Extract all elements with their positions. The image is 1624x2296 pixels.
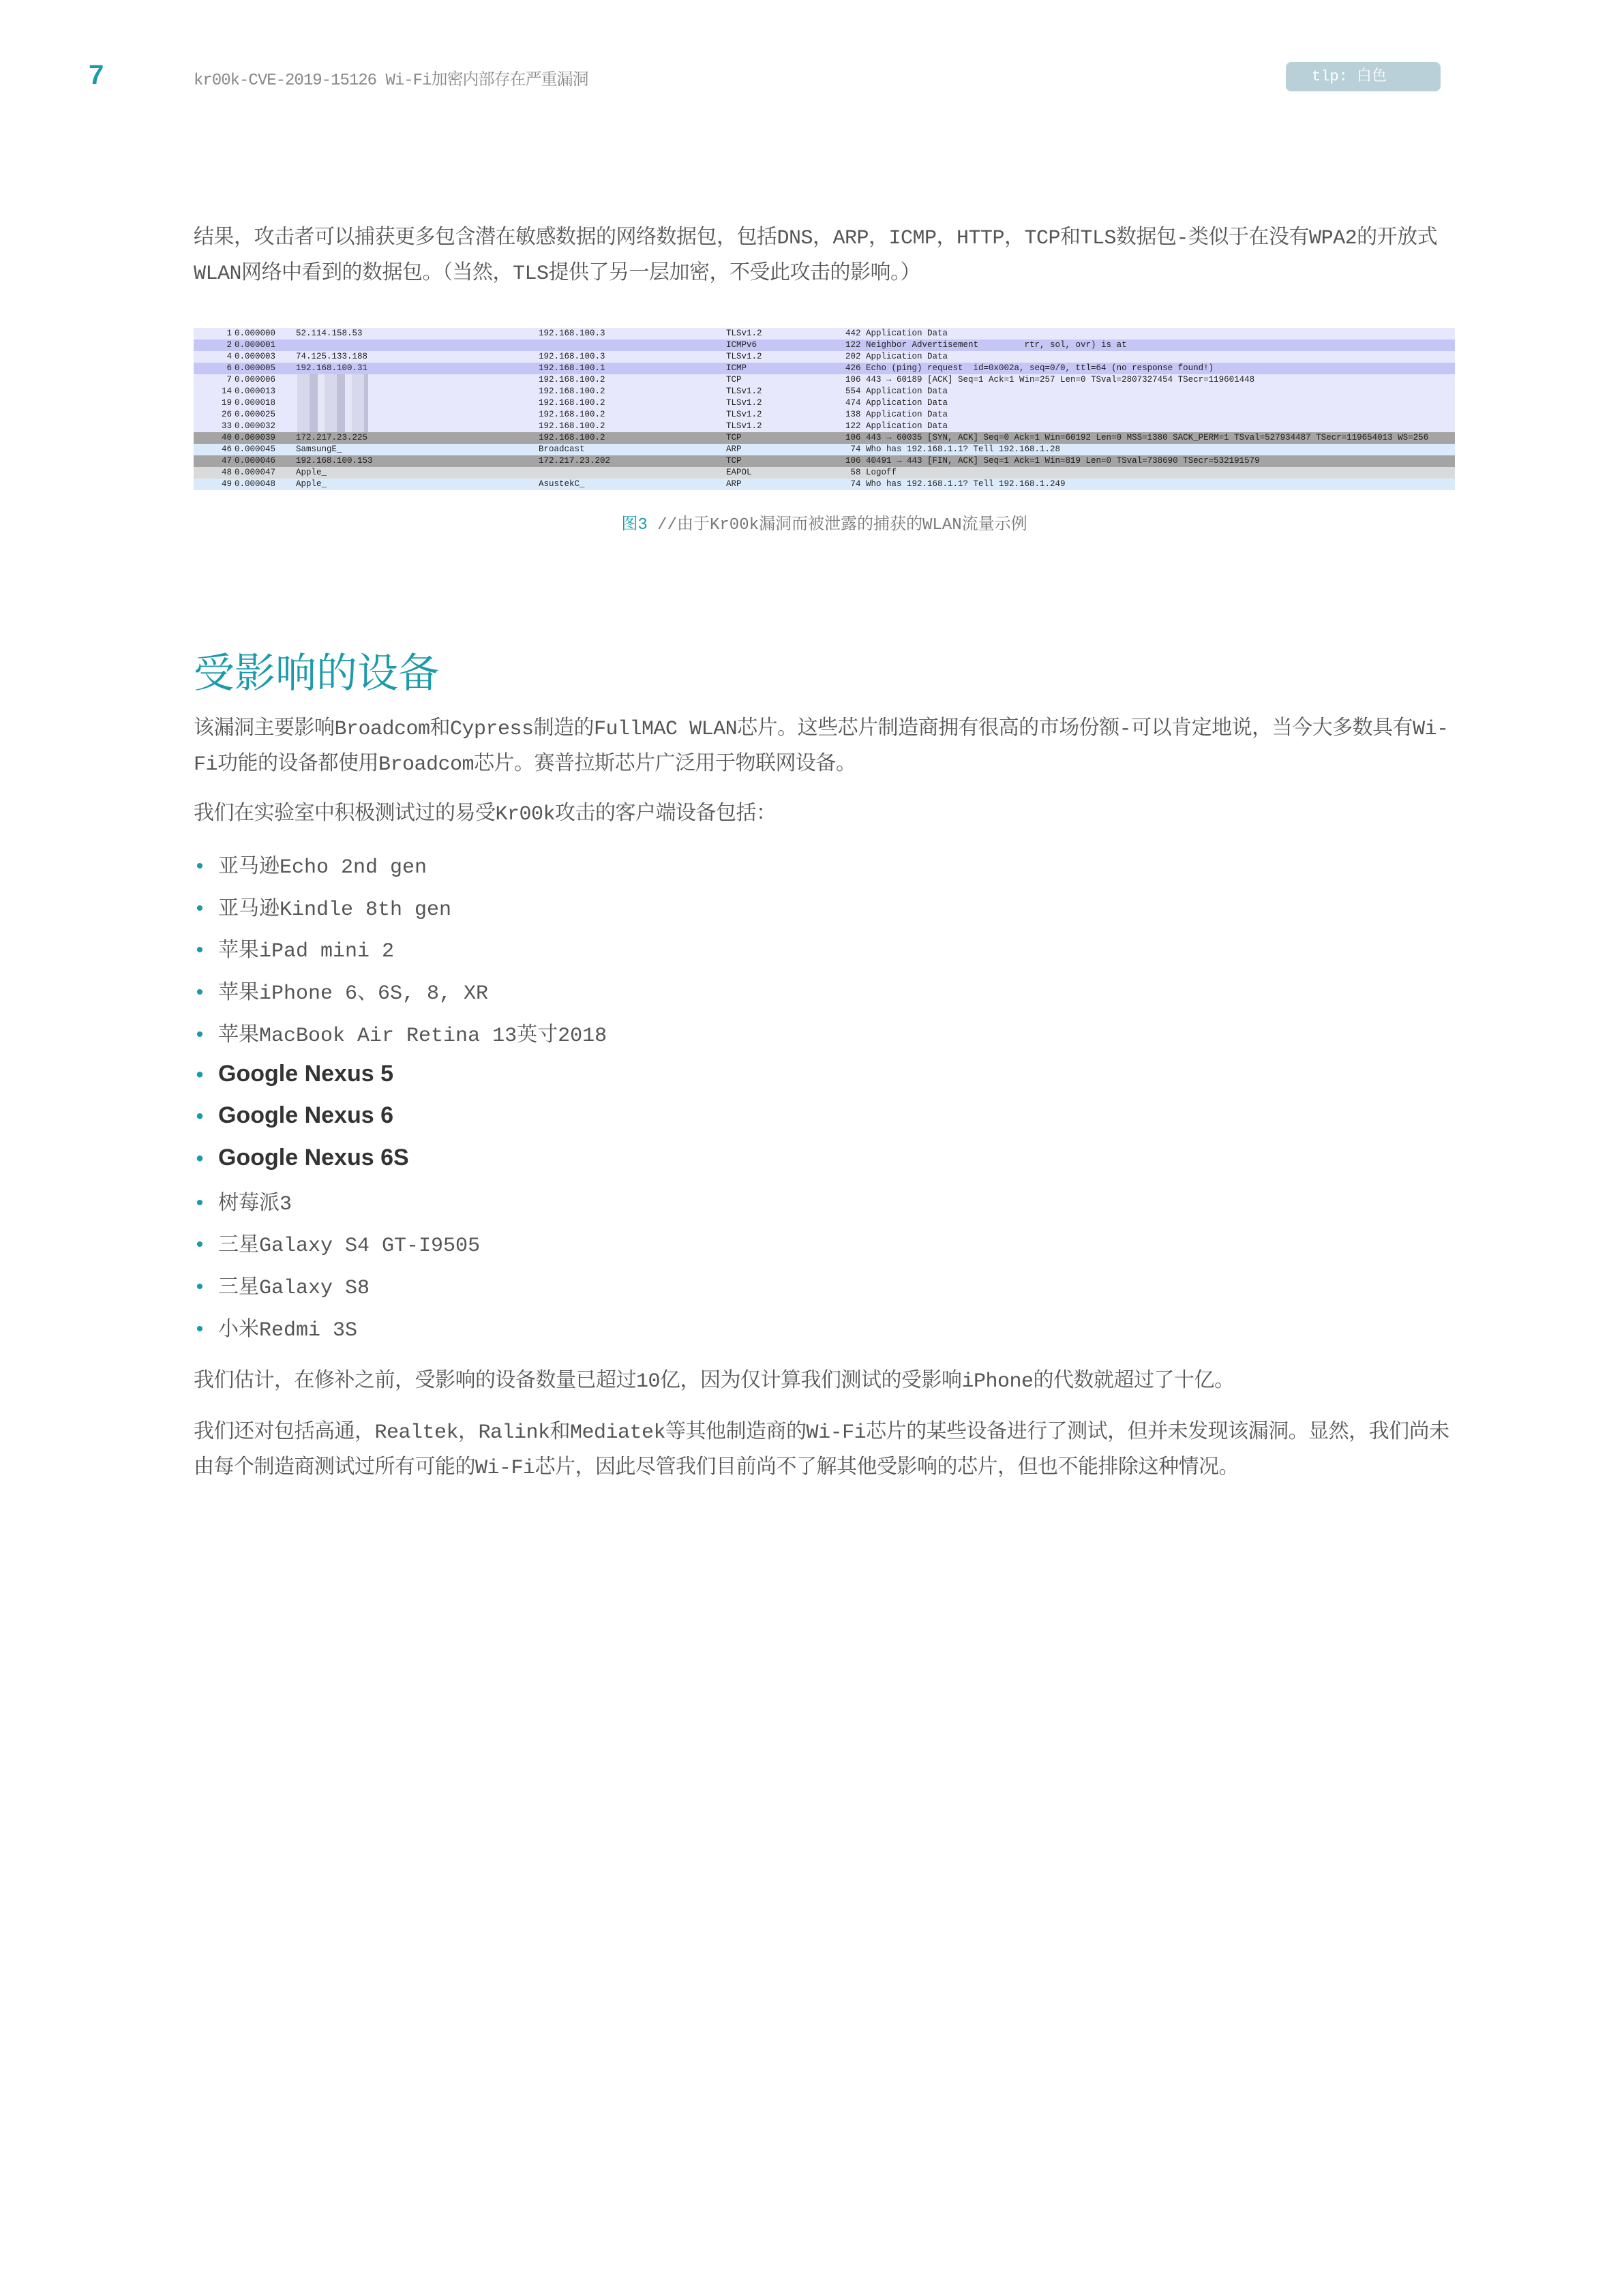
section-title: 受影响的设备 (194, 650, 439, 697)
packet-row (194, 479, 1455, 490)
packet-time: 0.000048 (235, 479, 276, 489)
packet-dst: 192.168.100.2 (539, 421, 605, 431)
packet-dst: 192.168.100.3 (539, 352, 605, 361)
bullet-icon: • (194, 1235, 207, 1258)
packet-info: 58 Logoff (845, 468, 897, 477)
packet-info: 122 Neighbor Advertisement rtr, sol, ovr) is at (845, 340, 1127, 350)
device-list-item (194, 934, 394, 969)
packet-dst: 192.168.100.2 (539, 387, 605, 396)
packet-time: 0.000039 (235, 433, 276, 442)
packet-src: 172.217.23.225 (296, 433, 368, 442)
packet-time: 0.000025 (235, 410, 276, 419)
packet-dst: 192.168.100.2 (539, 433, 605, 442)
packet-dst: 192.168.100.2 (539, 375, 605, 384)
packet-row (194, 432, 1455, 444)
packet-dst: 172.217.23.202 (539, 456, 611, 466)
packet-info: 106 40491 → 443 [FIN, ACK] Seq=1 Ack=1 Win=819 Len=0 TSval=738690 TSecr=532191579 (845, 456, 1260, 466)
bullet-icon: • (194, 1318, 207, 1342)
device-list-item (194, 1271, 370, 1306)
bullet-icon: • (194, 1064, 207, 1088)
packet-row (194, 409, 1455, 421)
packet-time: 0.000018 (235, 398, 276, 408)
device-list-item (194, 892, 451, 928)
packet-row (194, 397, 1455, 409)
packet-no: 33 (221, 421, 232, 431)
packet-time: 0.000003 (235, 352, 276, 361)
packet-src: 52.114.158.53 (296, 329, 363, 338)
packet-row (194, 339, 1455, 351)
packet-info: 106 443 → 60035 [SYN, ACK] Seq=0 Ack=1 Win=60192 Len=0 MSS=1380 SACK_PERM=1 TSval=527934487 TSecr=119654013 WS=256 (845, 433, 1429, 442)
bullet-icon: • (194, 982, 207, 1006)
bullet-icon: • (194, 940, 207, 964)
packet-info: 426 Echo (ping) request id=0x002a, seq=0/0, ttl=64 (no response found!) (845, 363, 1214, 373)
packet-src: 192.168.100.31 (296, 363, 368, 373)
packet-no: 26 (221, 410, 232, 419)
device-name: 树莓派3 (218, 1192, 292, 1216)
device-name: 苹果iPad mini 2 (218, 940, 395, 964)
device-list-item (194, 1061, 393, 1088)
packet-info: 138 Application Data (845, 410, 948, 419)
tlp-badge: tlp: 白色 (1286, 62, 1441, 91)
page-number: 7 (89, 60, 104, 90)
packet-proto: TLSv1.2 (726, 398, 762, 408)
packet-no: 48 (221, 468, 232, 477)
device-name: Google Nexus 5 (218, 1060, 393, 1087)
packet-row (194, 386, 1455, 397)
bullet-icon: • (194, 1192, 207, 1216)
device-name: 三星Galaxy S4 GT-I9505 (218, 1235, 481, 1258)
packet-info: 122 Application Data (845, 421, 948, 431)
packet-proto: TLSv1.2 (726, 329, 762, 338)
packet-row (194, 467, 1455, 479)
packet-proto: EAPOL (726, 468, 752, 477)
packet-src: 74.125.133.188 (296, 352, 368, 361)
packet-no: 47 (221, 456, 232, 466)
packet-proto: TCP (726, 433, 742, 442)
bullet-icon: • (194, 856, 207, 879)
bullet-icon: • (194, 898, 207, 922)
device-name: 苹果iPhone 6、6S, 8, XR (218, 982, 489, 1006)
packet-proto: TLSv1.2 (726, 410, 762, 419)
figure-number: 图3 (621, 516, 648, 534)
packet-time: 0.000013 (235, 387, 276, 396)
packet-dst: Broadcast (539, 444, 585, 454)
device-list-item (194, 1145, 409, 1172)
packet-row (194, 351, 1455, 363)
packet-dst: AsustekC_ (539, 479, 585, 489)
packet-dst: 192.168.100.1 (539, 363, 605, 373)
packet-time: 0.000045 (235, 444, 276, 454)
packet-row (194, 421, 1455, 432)
packet-src: Apple_ (296, 479, 327, 489)
device-list-item (194, 1228, 480, 1264)
packet-proto: ARP (726, 444, 742, 454)
packet-time: 0.000046 (235, 456, 276, 466)
packet-no: 46 (221, 444, 232, 454)
pixelated-redaction (297, 374, 368, 432)
packet-row (194, 455, 1455, 467)
device-list-item (194, 976, 488, 1012)
device-name: Google Nexus 6S (218, 1144, 409, 1170)
device-list-item (194, 1018, 607, 1054)
packet-proto: ARP (726, 479, 742, 489)
packet-proto: TLSv1.2 (726, 421, 762, 431)
packet-time: 0.000047 (235, 468, 276, 477)
packet-info: 554 Application Data (845, 387, 948, 396)
bullet-icon: • (194, 1277, 207, 1300)
running-header: kr00k-CVE-2019-15126 Wi-Fi加密内部存在严重漏洞 (194, 72, 588, 90)
packet-info: 74 Who has 192.168.1.1? Tell 192.168.1.28 (845, 444, 1061, 454)
device-list-item (194, 1313, 357, 1348)
device-list-item (194, 1102, 393, 1130)
bullet-icon: • (194, 1148, 207, 1172)
packet-proto: TCP (726, 456, 742, 466)
paragraph-estimate: 我们估计，在修补之前，受影响的设备数量已超过10亿，因为仅计算我们测试的受影响iPhone的代数就超过了十亿。 (194, 1370, 1235, 1393)
packet-no: 40 (221, 433, 232, 442)
packet-no: 7 (226, 375, 232, 384)
packet-capture-table (194, 328, 1455, 490)
packet-proto: TLSv1.2 (726, 352, 762, 361)
packet-time: 0.000006 (235, 375, 276, 384)
packet-dst: 192.168.100.2 (539, 410, 605, 419)
packet-dst: 192.168.100.2 (539, 398, 605, 408)
packet-no: 14 (221, 387, 232, 396)
packet-info: 106 443 → 60189 [ACK] Seq=1 Ack=1 Win=257 Len=0 TSval=2807327454 TSecr=119601448 (845, 375, 1255, 384)
device-name: 小米Redmi 3S (218, 1318, 358, 1342)
packet-info: 442 Application Data (845, 329, 948, 338)
paragraph-affected-chips: 该漏洞主要影响Broadcom和Cypress制造的FullMAC WLAN芯片。这些芯片制造商拥有很高的市场份额-可以肯定地说，当今大多数具有Wi-Fi功能的设备都使用Broadcom芯片。赛普拉斯芯片广泛用于物联网设备。 (194, 718, 1449, 776)
packet-time: 0.000001 (235, 340, 276, 350)
packet-no: 49 (221, 479, 232, 489)
caption-text: //由于Kr00k漏洞而被泄露的捕获的WLAN流量示例 (647, 516, 1027, 534)
packet-src: 192.168.100.153 (296, 456, 373, 466)
packet-src: Apple_ (296, 468, 327, 477)
packet-src: SamsungE_ (296, 444, 342, 454)
packet-proto: ICMP (726, 363, 747, 373)
packet-time: 0.000005 (235, 363, 276, 373)
bullet-icon: • (194, 1106, 207, 1130)
packet-info: 74 Who has 192.168.1.1? Tell 192.168.1.249 (845, 479, 1066, 489)
packet-no: 19 (221, 398, 232, 408)
packet-time: 0.000032 (235, 421, 276, 431)
paragraph-other-vendors: 我们还对包括高通，Realtek，Ralink和Mediatek等其他制造商的Wi-Fi芯片的某些设备进行了测试，但并未发现该漏洞。显然，我们尚未由每个制造商测试过所有可能的Wi-Fi芯片，因此尽管我们目前尚不了解其他受影响的芯片，但也不能排除这种情况。 (194, 1421, 1449, 1480)
packet-info: 474 Application Data (845, 398, 948, 408)
device-name: 亚马逊Kindle 8th gen (218, 898, 452, 922)
packet-row (194, 328, 1455, 339)
device-name: 苹果MacBook Air Retina 13英寸2018 (218, 1024, 607, 1048)
figure-caption (194, 510, 1455, 534)
packet-time: 0.000000 (235, 329, 276, 338)
packet-no: 2 (226, 340, 232, 350)
device-name: 三星Galaxy S8 (218, 1277, 370, 1300)
bullet-icon: • (194, 1024, 207, 1048)
packet-row (194, 363, 1455, 374)
packet-proto: TLSv1.2 (726, 387, 762, 396)
device-list-item (194, 1187, 292, 1222)
packet-proto: ICMPv6 (726, 340, 757, 350)
packet-no: 6 (226, 363, 232, 373)
paragraph-tested-devices: 我们在实验室中积极测试过的易受Kr00k攻击的客户端设备包括： (194, 803, 777, 826)
packet-dst: 192.168.100.3 (539, 329, 605, 338)
packet-no: 1 (226, 329, 232, 338)
device-name: 亚马逊Echo 2nd gen (218, 856, 427, 879)
packet-proto: TCP (726, 375, 742, 384)
packet-no: 4 (226, 352, 232, 361)
packet-info: 202 Application Data (845, 352, 948, 361)
device-list-item (194, 850, 427, 886)
packet-row (194, 444, 1455, 455)
packet-row (194, 374, 1455, 386)
paragraph-capture-result: 结果，攻击者可以捕获更多包含潜在敏感数据的网络数据包，包括DNS，ARP，ICMP，HTTP，TCP和TLS数据包-类似于在没有WPA2的开放式WLAN网络中看到的数据包。（当然，TLS提供了另一层加密，不受此攻击的影响。） (194, 227, 1438, 286)
device-name: Google Nexus 6 (218, 1102, 393, 1129)
